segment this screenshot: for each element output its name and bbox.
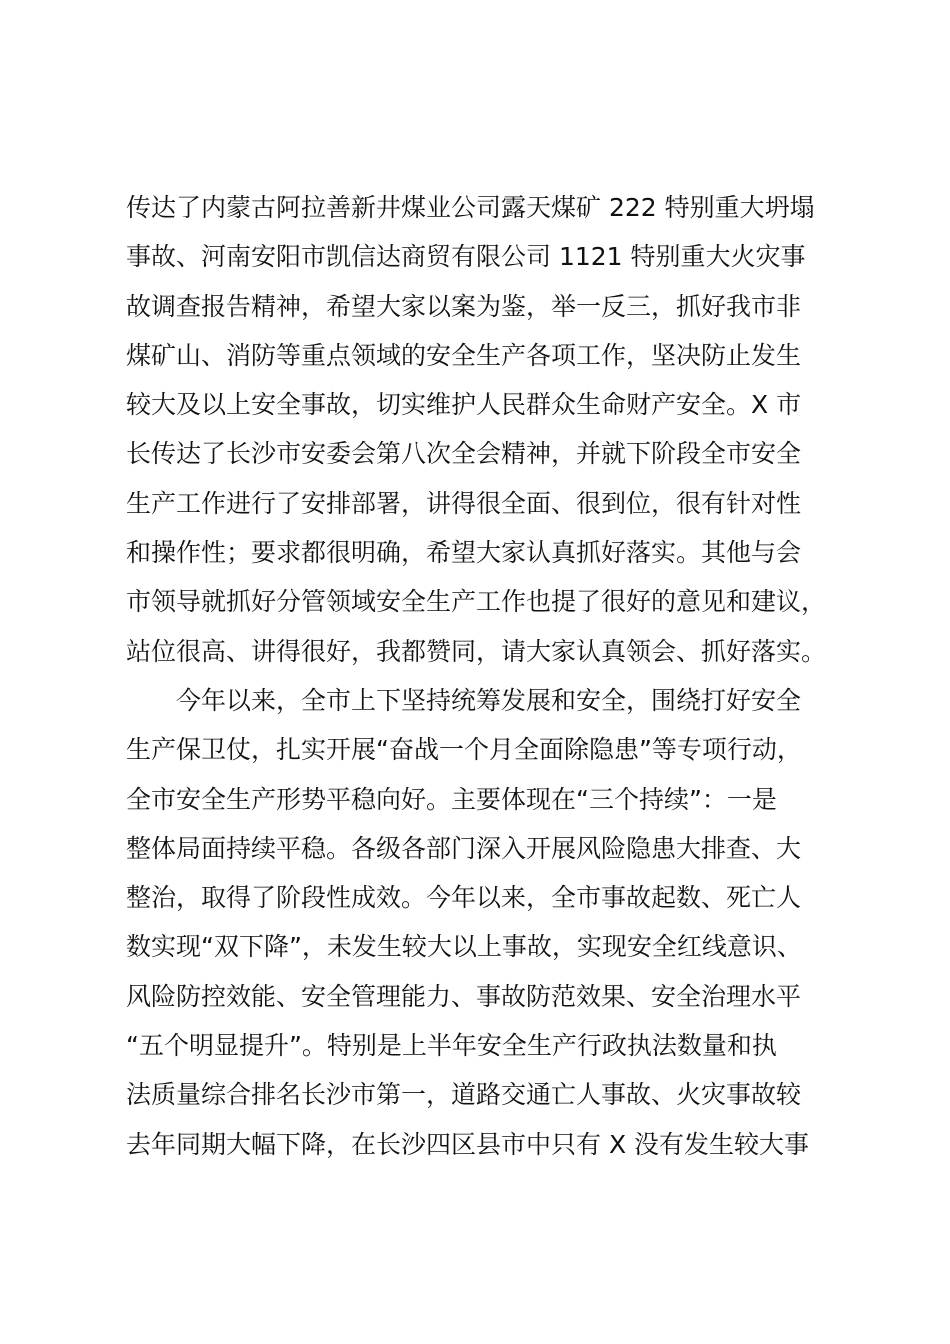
text-line: 生产工作进行了安排部署，讲得很全面、很到位，很有针对性 [126, 488, 802, 518]
text-line: 较大及以上安全事故，切实维护人民群众生命财产安全。X 市 [126, 390, 802, 420]
body-text [126, 183, 846, 1169]
text-line: 数实现“双下降”，未发生较大以上事故，实现安全红线意识、 [126, 932, 802, 962]
text-line: 整治，取得了阶段性成效。今年以来，全市事故起数、死亡人 [126, 883, 802, 913]
text-line: 站位很高、讲得很好，我都赞同，请大家认真领会、抓好落实。 [126, 636, 827, 666]
text-line: 煤矿山、消防等重点领域的安全生产各项工作，坚决防止发生 [126, 340, 802, 370]
text-line: 和操作性；要求都很明确，希望大家认真抓好落实。其他与会 [126, 538, 802, 568]
paragraph-first-line: 今年以来，全市上下坚持统筹发展和安全，围绕打好安全 [176, 685, 802, 715]
text-line: 市领导就抓好分管领域安全生产工作也提了很好的意见和建议， [126, 587, 827, 617]
text-line: 事故、河南安阳市凯信达商贸有限公司 1121 特别重大火灾事 [126, 242, 806, 272]
text-line: 全市安全生产形势平稳向好。主要体现在“三个持续”：一是 [126, 784, 777, 814]
text-line: “五个明显提升”。特别是上半年安全生产行政执法数量和执 [126, 1031, 777, 1061]
text-line: 风险防控效能、安全管理能力、事故防范效果、安全治理水平 [126, 981, 802, 1011]
text-line: 传达了内蒙古阿拉善新井煤业公司露天煤矿 222 特别重大坍塌 [126, 193, 815, 222]
text-line: 法质量综合排名长沙市第一，道路交通亡人事故、火灾事故较 [126, 1080, 802, 1110]
text-line: 生产保卫仗，扎实开展“奋战一个月全面除隐患”等专项行动， [126, 735, 802, 765]
text-line: 整体局面持续平稳。各级各部门深入开展风险隐患大排查、大 [126, 833, 802, 863]
text-line: 长传达了长沙市安委会第八次全会精神，并就下阶段全市安全 [126, 439, 802, 469]
text-line: 故调查报告精神，希望大家以案为鉴，举一反三，抓好我市非 [126, 291, 802, 321]
text-line: 去年同期大幅下降，在长沙四区县市中只有 X 没有发生较大事 [126, 1129, 810, 1159]
